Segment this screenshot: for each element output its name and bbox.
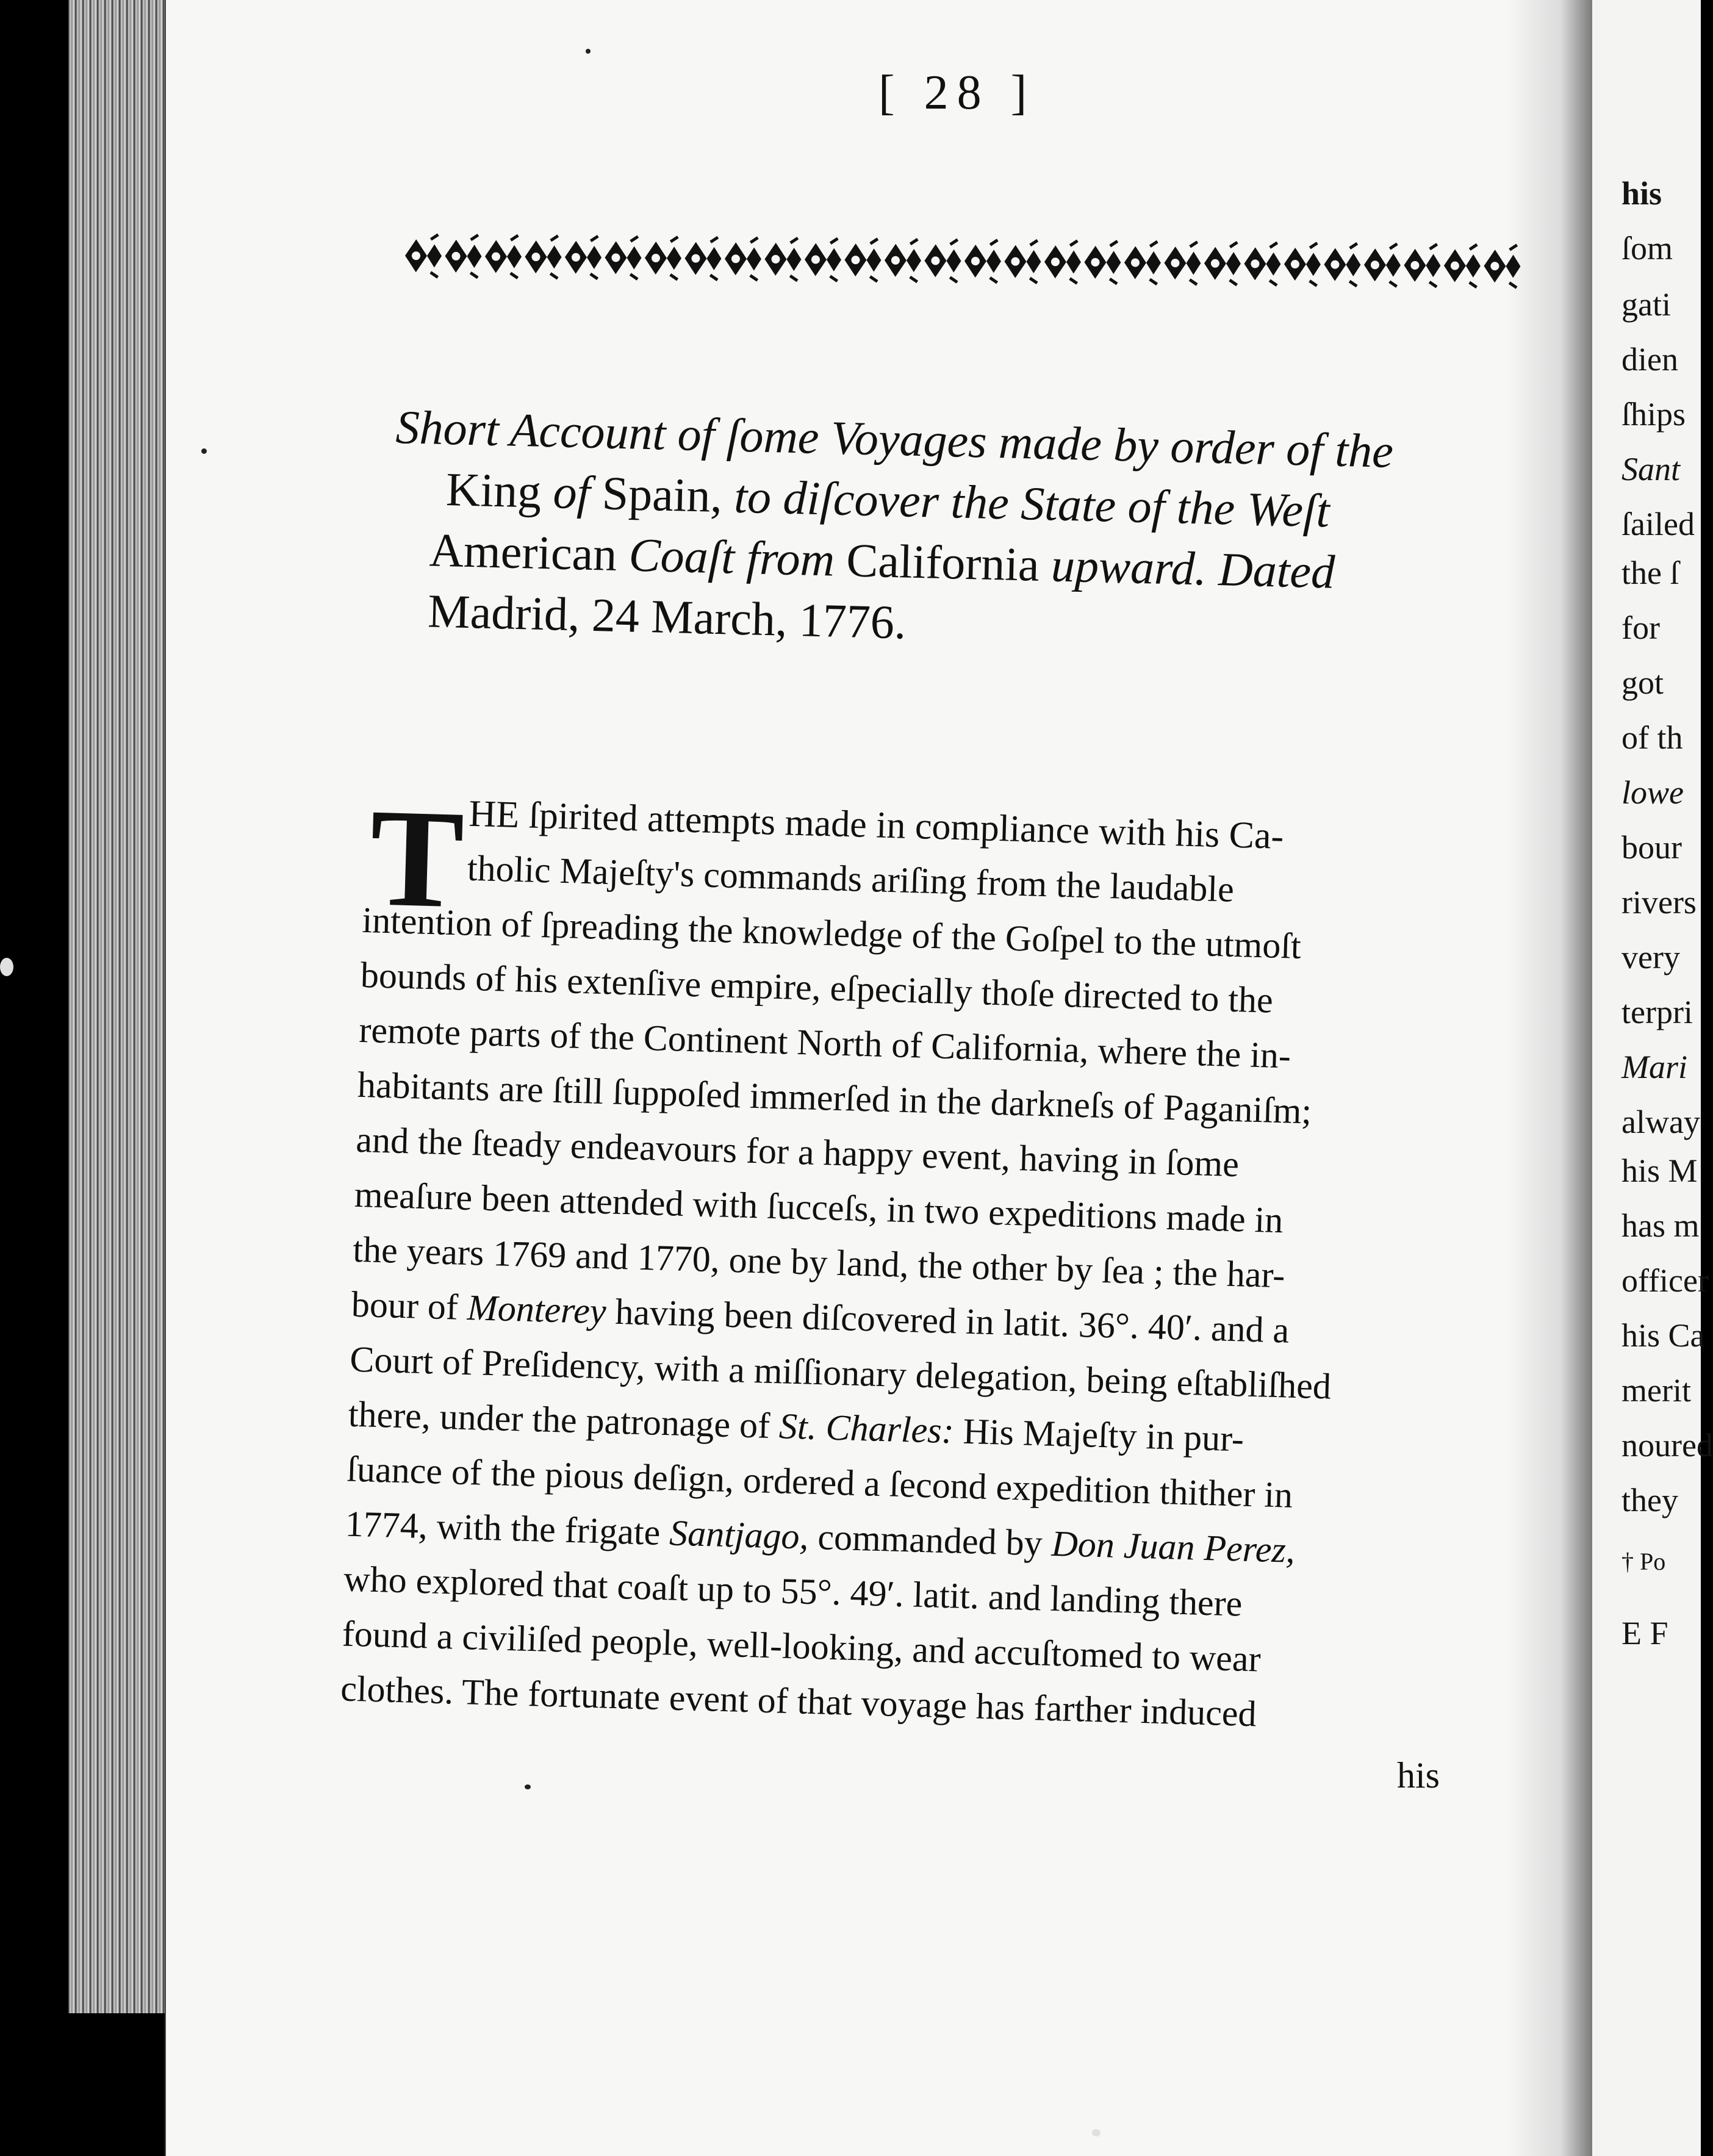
right-page-line: ſhips [1621,396,1686,433]
right-page-line: for [1621,609,1660,646]
right-page-line: Mari [1621,1049,1687,1085]
ink-speck [1092,2129,1101,2136]
right-page-footnote: † Po [1621,1548,1666,1575]
article-heading [390,397,1524,668]
right-page-line: noured [1621,1427,1713,1464]
body-line: bounds of his extenſive empire, eſpecially thoſe directed to the [360,954,1274,1021]
ink-speck [586,49,591,54]
right-page-line: officer [1621,1262,1709,1299]
body-line: Court of Preſidency, with a miſſionary delegation, being eſtabliſhed [349,1339,1332,1407]
body-line: clothes. The fortunate event of that voyage has farther induced [340,1668,1257,1734]
book-gutter-edge [68,0,172,2013]
fleuron-unit-icon [885,239,922,282]
fleuron-unit-icon [645,237,682,280]
right-page-line: alway [1621,1104,1700,1140]
body-line: who explored that coaſt up to 55°. 49′. latit. and landing there [343,1558,1243,1624]
page-fold-shadow [1507,0,1604,2156]
right-page-line: very [1621,939,1680,976]
ink-speck [525,1784,531,1789]
heading-line-2: King of Spain, to diſcover the State of the Weſt [445,462,1331,537]
fleuron-unit-icon [1004,240,1041,283]
fleuron-unit-icon [525,235,562,279]
right-page-line: ſailed [1621,506,1695,542]
body-line: 1774, with the frigate Santjago, commanded by Don Juan Perez, [345,1503,1296,1570]
body-line: HE ſpirited attempts made in compliance with his Ca- [468,792,1285,858]
fleuron-unit-icon [964,240,1002,283]
body-line: bour of Monterey having been diſcovered in latit. 36°. 40′. and a [351,1284,1290,1351]
right-page-line: rivers [1621,884,1697,921]
fleuron-unit-icon [844,239,882,282]
right-page-signature: E F [1621,1615,1668,1651]
right-page-line: terpri [1621,994,1693,1030]
heading-line-1: Short Account of ſome Voyages made by order of the [395,400,1394,478]
right-page-line: his [1621,175,1662,212]
body-line: there, under the patronage of St. Charles: His Majeſty in pur- [348,1393,1244,1459]
heading-line-3: American Coaſt from California upward. Dated [428,523,1336,598]
ink-speck [201,448,207,454]
fleuron-unit-icon [1124,241,1162,284]
body-line: intention of ſpreading the knowledge of the Goſpel to the utmoſt [361,899,1302,966]
fleuron-unit-icon [405,234,442,278]
body-line: remote parts of the Continent North of California, where the in- [358,1009,1291,1076]
fleuron-unit-icon [485,235,522,278]
right-page-line: they [1621,1482,1678,1518]
fleuron-unit-icon [605,236,642,279]
fleuron-unit-icon [1164,242,1201,285]
right-page-line: ſom [1621,230,1673,267]
fleuron-unit-icon [1084,241,1121,284]
book-page-right-partial [1592,0,1713,2156]
ink-speck [0,958,13,976]
right-page-line: dien [1621,341,1678,378]
drop-cap: T [367,779,466,938]
fleuron-unit-icon [1364,243,1401,287]
body-line: found a civiliſed people, well-looking, and accuſtomed to wear [342,1613,1262,1680]
body-line: the years 1769 and 1770, one by land, the other by ſea ; the har- [352,1229,1286,1296]
right-page-line: Sant [1621,451,1681,487]
fleuron-unit-icon [805,238,842,281]
right-page-line: has m [1621,1207,1700,1244]
right-page-line: of th [1621,719,1683,756]
body-line: ſuance of the pious deſign, ordered a ſecond expedition thither in [346,1448,1294,1515]
fleuron-unit-icon [725,237,762,281]
body-line: meaſure been attended with ſucceſs, in two expeditions made in [354,1174,1284,1241]
body-line: and the ſteady endeavours for a happy event, having in ſome [355,1119,1240,1185]
fleuron-unit-icon [1284,243,1321,286]
fleuron-unit-icon [684,237,722,280]
fleuron-unit-icon [565,236,602,279]
fleuron-unit-icon [924,239,961,282]
right-page-line: the ſ [1621,555,1679,591]
right-page-line: his M [1621,1152,1698,1189]
right-page-line: bour [1621,829,1682,866]
fleuron-unit-icon [1444,244,1481,287]
fleuron-unit-icon [764,238,802,281]
fleuron-unit-icon [1404,244,1441,287]
fleuron-unit-icon [1244,242,1281,286]
fleuron-unit-icon [1484,245,1521,288]
right-page-line: his Ca [1621,1317,1705,1354]
right-page-line: merit [1621,1372,1691,1409]
right-page-line: lowe [1621,774,1684,811]
fleuron-unit-icon [1324,243,1361,287]
right-page-line: gati [1621,286,1671,323]
fleuron-unit-icon [1204,242,1241,286]
heading-line-4: Madrid, 24 March, 1776. [427,584,907,649]
body-line: habitants are ſtill ſuppoſed immerſed in the darkneſs of Paganiſm; [357,1064,1313,1132]
page-number: [ 28 ] [878,66,1036,120]
fleuron-unit-icon [1044,240,1082,284]
fleuron-unit-icon [445,235,482,278]
right-page-line: got [1621,664,1664,701]
body-line: tholic Majeſty's commands ariſing from the laudable [467,847,1235,910]
catchword: his [1397,1755,1440,1795]
